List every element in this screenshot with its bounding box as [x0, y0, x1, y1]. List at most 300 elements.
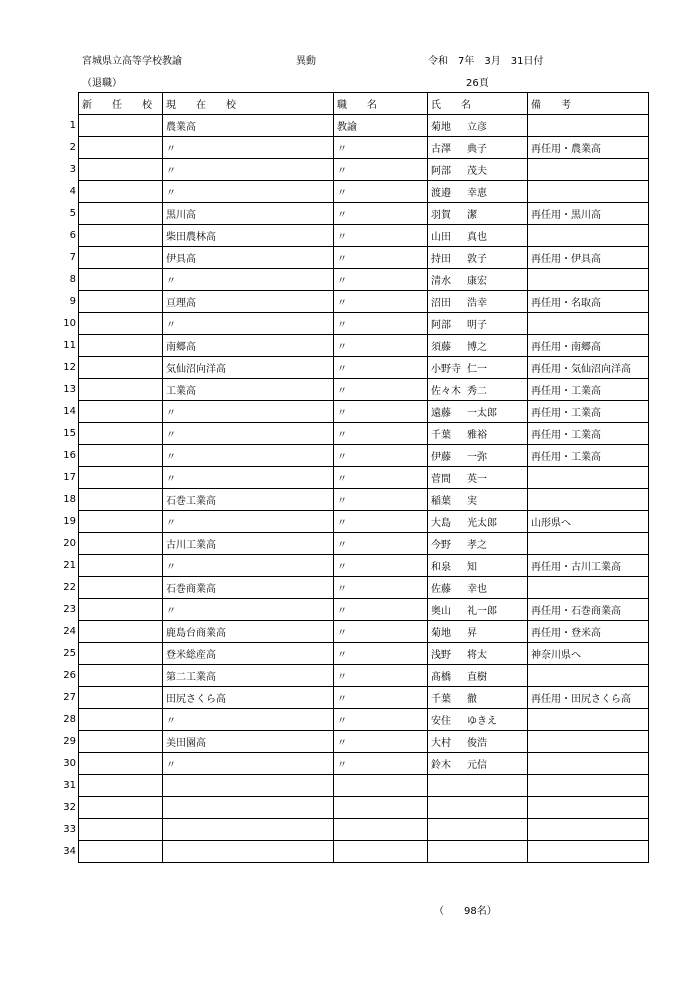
given-name: 昇: [467, 628, 477, 639]
name-cell: [428, 423, 528, 445]
new-school-cell: [79, 203, 163, 225]
table-row: [79, 489, 649, 511]
given-name: 潔: [467, 210, 477, 221]
current-school-cell: 〃: [163, 137, 334, 159]
surname: 大村: [431, 738, 451, 749]
surname: 山田: [431, 232, 451, 243]
position-cell: 〃: [334, 181, 428, 203]
notes-cell: 再任用・古川工業高: [528, 555, 649, 577]
name-cell: [428, 159, 528, 181]
notes-cell: [528, 115, 649, 137]
new-school-cell: [79, 841, 163, 863]
current-school-cell: 〃: [163, 709, 334, 731]
header-current-school: 現 在 校: [163, 93, 334, 115]
notes-cell: 再任用・工業高: [528, 401, 649, 423]
position-cell: 〃: [334, 643, 428, 665]
notes-cell: [528, 731, 649, 753]
new-school-cell: [79, 731, 163, 753]
notes-cell: 再任用・名取高: [528, 291, 649, 313]
surname: 菅間: [431, 474, 451, 485]
name-cell: [428, 115, 528, 137]
given-name: 徹: [467, 694, 477, 705]
table-row: [79, 181, 649, 203]
notes-cell: [528, 819, 649, 841]
surname: 浅野: [431, 650, 451, 661]
position-cell: 〃: [334, 247, 428, 269]
name-cell: [428, 819, 528, 841]
surname: 大島: [431, 518, 451, 529]
table-row: [79, 775, 649, 797]
name-cell: [428, 599, 528, 621]
row-number: 7: [69, 252, 76, 263]
row-number: 33: [63, 824, 76, 835]
new-school-cell: [79, 709, 163, 731]
name-cell: [428, 621, 528, 643]
given-name: 幸也: [467, 584, 487, 595]
notes-cell: [528, 159, 649, 181]
row-number: 8: [69, 274, 76, 285]
notes-cell: [528, 665, 649, 687]
given-name: 雅裕: [467, 430, 487, 441]
position-cell: [334, 775, 428, 797]
given-name: 茂夫: [467, 166, 487, 177]
new-school-cell: [79, 643, 163, 665]
given-name: 一太郎: [467, 408, 497, 419]
new-school-cell: [79, 599, 163, 621]
current-school-cell: 気仙沼向洋高: [163, 357, 334, 379]
current-school-cell: 〃: [163, 511, 334, 533]
name-cell: [428, 489, 528, 511]
row-number: 10: [63, 318, 76, 329]
surname: 須藤: [431, 342, 451, 353]
header-position: 職 名: [334, 93, 428, 115]
position-cell: 〃: [334, 291, 428, 313]
new-school-cell: [79, 555, 163, 577]
new-school-cell: [79, 665, 163, 687]
name-cell: [428, 709, 528, 731]
table-row: [79, 379, 649, 401]
row-number: 13: [63, 384, 76, 395]
notes-cell: 再任用・工業高: [528, 423, 649, 445]
new-school-cell: [79, 159, 163, 181]
current-school-cell: [163, 819, 334, 841]
position-cell: 〃: [334, 731, 428, 753]
table-row: [79, 269, 649, 291]
table-row: [79, 225, 649, 247]
row-number: 24: [63, 626, 76, 637]
given-name: 元信: [467, 760, 487, 771]
position-cell: 〃: [334, 401, 428, 423]
name-cell: [428, 467, 528, 489]
notes-cell: 再任用・登米高: [528, 621, 649, 643]
notes-cell: 再任用・石巻商業高: [528, 599, 649, 621]
notes-cell: 再任用・田尻さくら高: [528, 687, 649, 709]
current-school-cell: 〃: [163, 467, 334, 489]
row-number: 34: [63, 846, 76, 857]
row-number: 30: [63, 758, 76, 769]
row-number: 28: [63, 714, 76, 725]
current-school-cell: 〃: [163, 423, 334, 445]
position-cell: 〃: [334, 445, 428, 467]
new-school-cell: [79, 621, 163, 643]
given-name: 敦子: [467, 254, 487, 265]
position-cell: 〃: [334, 313, 428, 335]
current-school-cell: [163, 775, 334, 797]
notes-cell: [528, 709, 649, 731]
row-number: 19: [63, 516, 76, 527]
table-row: [79, 159, 649, 181]
surname: 佐々木: [431, 386, 461, 397]
header-new-school: 新 任 校: [79, 93, 163, 115]
table-row: [79, 533, 649, 555]
current-school-cell: 〃: [163, 753, 334, 775]
row-number: 1: [69, 120, 76, 131]
new-school-cell: [79, 445, 163, 467]
notes-cell: 再任用・伊具高: [528, 247, 649, 269]
table-row: [79, 357, 649, 379]
name-cell: [428, 247, 528, 269]
current-school-cell: 古川工業高: [163, 533, 334, 555]
new-school-cell: [79, 335, 163, 357]
surname: 伊藤: [431, 452, 451, 463]
page-number: 26頁: [466, 78, 489, 89]
surname: 和泉: [431, 562, 451, 573]
row-number: 18: [63, 494, 76, 505]
surname: 阿部: [431, 166, 451, 177]
surname: 菊地: [431, 628, 451, 639]
new-school-cell: [79, 313, 163, 335]
current-school-cell: 伊具高: [163, 247, 334, 269]
position-cell: 〃: [334, 423, 428, 445]
current-school-cell: 農業高: [163, 115, 334, 137]
name-cell: [428, 269, 528, 291]
given-name: 康宏: [467, 276, 487, 287]
table-row: [79, 577, 649, 599]
current-school-cell: 鹿島台商業高: [163, 621, 334, 643]
surname: 千葉: [431, 430, 451, 441]
position-cell: 〃: [334, 203, 428, 225]
new-school-cell: [79, 489, 163, 511]
table-header-row: [79, 93, 649, 115]
surname: 小野寺: [431, 364, 461, 375]
name-cell: [428, 665, 528, 687]
position-cell: 〃: [334, 687, 428, 709]
current-school-cell: 〃: [163, 159, 334, 181]
table-row: [79, 621, 649, 643]
notes-cell: 神奈川県へ: [528, 643, 649, 665]
row-number: 26: [63, 670, 76, 681]
row-number: 17: [63, 472, 76, 483]
given-name: 幸恵: [467, 188, 487, 199]
table-row: [79, 467, 649, 489]
header-name: 氏 名: [428, 93, 528, 115]
table-row: [79, 115, 649, 137]
new-school-cell: [79, 247, 163, 269]
new-school-cell: [79, 379, 163, 401]
row-number: 5: [69, 208, 76, 219]
name-cell: [428, 643, 528, 665]
new-school-cell: [79, 401, 163, 423]
name-cell: [428, 291, 528, 313]
current-school-cell: 〃: [163, 313, 334, 335]
current-school-cell: 〃: [163, 599, 334, 621]
name-cell: [428, 203, 528, 225]
current-school-cell: [163, 841, 334, 863]
position-cell: 教諭: [334, 115, 428, 137]
position-cell: 〃: [334, 137, 428, 159]
new-school-cell: [79, 225, 163, 247]
row-number: 22: [63, 582, 76, 593]
given-name: 一弥: [467, 452, 487, 463]
table-row: [79, 401, 649, 423]
name-cell: [428, 533, 528, 555]
table-row: [79, 203, 649, 225]
position-cell: 〃: [334, 225, 428, 247]
row-number: 9: [69, 296, 76, 307]
row-number: 31: [63, 780, 76, 791]
table-row: [79, 665, 649, 687]
header-notes: 備 考: [528, 93, 649, 115]
surname: 今野: [431, 540, 451, 551]
row-number: 6: [69, 230, 76, 241]
name-cell: [428, 335, 528, 357]
table-row: [79, 731, 649, 753]
current-school-cell: [163, 797, 334, 819]
current-school-cell: 〃: [163, 401, 334, 423]
name-cell: [428, 577, 528, 599]
given-name: 将太: [467, 650, 487, 661]
notes-cell: [528, 841, 649, 863]
current-school-cell: 第二工業高: [163, 665, 334, 687]
notes-cell: [528, 753, 649, 775]
surname: 阿部: [431, 320, 451, 331]
row-number: 27: [63, 692, 76, 703]
notes-cell: [528, 467, 649, 489]
new-school-cell: [79, 137, 163, 159]
name-cell: [428, 753, 528, 775]
new-school-cell: [79, 687, 163, 709]
notes-cell: 再任用・農業高: [528, 137, 649, 159]
name-cell: [428, 401, 528, 423]
position-cell: 〃: [334, 379, 428, 401]
table-row: [79, 555, 649, 577]
position-cell: [334, 797, 428, 819]
new-school-cell: [79, 467, 163, 489]
row-number: 11: [63, 340, 76, 351]
row-number: 16: [63, 450, 76, 461]
given-name: 秀二: [467, 386, 487, 397]
row-number: 29: [63, 736, 76, 747]
table-row: [79, 247, 649, 269]
notes-cell: [528, 181, 649, 203]
name-cell: [428, 775, 528, 797]
given-name: 明子: [467, 320, 487, 331]
given-name: 孝之: [467, 540, 487, 551]
name-cell: [428, 687, 528, 709]
surname: 羽賀: [431, 210, 451, 221]
table-row: [79, 753, 649, 775]
current-school-cell: 石巻商業高: [163, 577, 334, 599]
table-row: [79, 291, 649, 313]
surname: 沼田: [431, 298, 451, 309]
name-cell: [428, 797, 528, 819]
given-name: 光太郎: [467, 518, 497, 529]
given-name: 浩幸: [467, 298, 487, 309]
name-cell: [428, 379, 528, 401]
given-name: 典子: [467, 144, 487, 155]
new-school-cell: [79, 753, 163, 775]
table-row: [79, 137, 649, 159]
notes-cell: [528, 533, 649, 555]
current-school-cell: 〃: [163, 181, 334, 203]
given-name: 英一: [467, 474, 487, 485]
table-row: [79, 687, 649, 709]
current-school-cell: 黒川高: [163, 203, 334, 225]
table-row: [79, 423, 649, 445]
row-number: 12: [63, 362, 76, 373]
position-cell: 〃: [334, 665, 428, 687]
current-school-cell: 美田園高: [163, 731, 334, 753]
position-cell: 〃: [334, 335, 428, 357]
surname: 奥山: [431, 606, 451, 617]
name-cell: [428, 511, 528, 533]
surname: 髙橋: [431, 672, 451, 683]
notes-cell: [528, 797, 649, 819]
notes-cell: [528, 775, 649, 797]
table-row: [79, 819, 649, 841]
row-number: 3: [69, 164, 76, 175]
name-cell: [428, 731, 528, 753]
given-name: ゆきえ: [467, 716, 497, 727]
position-cell: 〃: [334, 357, 428, 379]
position-cell: 〃: [334, 269, 428, 291]
table-row: [79, 841, 649, 863]
current-school-cell: 登米総産高: [163, 643, 334, 665]
row-number: 23: [63, 604, 76, 615]
new-school-cell: [79, 533, 163, 555]
surname: 遠藤: [431, 408, 451, 419]
given-name: 直樹: [467, 672, 487, 683]
surname: 稲葉: [431, 496, 451, 507]
row-number: 32: [63, 802, 76, 813]
name-cell: [428, 225, 528, 247]
total-count: （ 98名）: [434, 906, 497, 917]
position-cell: 〃: [334, 709, 428, 731]
current-school-cell: 南郷高: [163, 335, 334, 357]
row-number: 15: [63, 428, 76, 439]
document-type: 異動: [296, 56, 316, 67]
current-school-cell: 石巻工業高: [163, 489, 334, 511]
given-name: 実: [467, 496, 477, 507]
surname: 菊地: [431, 122, 451, 133]
current-school-cell: 田尻さくら高: [163, 687, 334, 709]
position-cell: 〃: [334, 489, 428, 511]
name-cell: [428, 181, 528, 203]
position-cell: 〃: [334, 159, 428, 181]
row-number: 21: [63, 560, 76, 571]
position-cell: 〃: [334, 533, 428, 555]
notes-cell: 再任用・気仙沼向洋高: [528, 357, 649, 379]
name-cell: [428, 841, 528, 863]
position-cell: 〃: [334, 467, 428, 489]
notes-cell: [528, 269, 649, 291]
current-school-cell: 〃: [163, 445, 334, 467]
notes-cell: [528, 313, 649, 335]
current-school-cell: 柴田農林高: [163, 225, 334, 247]
new-school-cell: [79, 775, 163, 797]
table-row: [79, 797, 649, 819]
document-date: 令和 7年 3月 31日付: [428, 56, 544, 67]
surname: 古澤: [431, 144, 451, 155]
surname: 安住: [431, 716, 451, 727]
new-school-cell: [79, 115, 163, 137]
new-school-cell: [79, 269, 163, 291]
row-number: 14: [63, 406, 76, 417]
surname: 千葉: [431, 694, 451, 705]
notes-cell: [528, 577, 649, 599]
surname: 佐藤: [431, 584, 451, 595]
current-school-cell: 〃: [163, 269, 334, 291]
current-school-cell: 工業高: [163, 379, 334, 401]
notes-cell: 山形県へ: [528, 511, 649, 533]
position-cell: 〃: [334, 599, 428, 621]
new-school-cell: [79, 797, 163, 819]
given-name: 礼一郎: [467, 606, 497, 617]
name-cell: [428, 357, 528, 379]
name-cell: [428, 313, 528, 335]
table-row: [79, 335, 649, 357]
table-row: [79, 445, 649, 467]
given-name: 俊浩: [467, 738, 487, 749]
position-cell: 〃: [334, 511, 428, 533]
new-school-cell: [79, 181, 163, 203]
given-name: 仁一: [467, 364, 487, 375]
current-school-cell: 〃: [163, 555, 334, 577]
notes-cell: [528, 489, 649, 511]
row-number: 2: [69, 142, 76, 153]
personnel-table: [78, 92, 649, 863]
surname: 持田: [431, 254, 451, 265]
new-school-cell: [79, 357, 163, 379]
new-school-cell: [79, 819, 163, 841]
position-cell: 〃: [334, 621, 428, 643]
table-row: [79, 511, 649, 533]
notes-cell: [528, 225, 649, 247]
new-school-cell: [79, 577, 163, 599]
document-organization: 宮城県立高等学校教諭: [82, 56, 182, 67]
name-cell: [428, 137, 528, 159]
surname: 清水: [431, 276, 451, 287]
current-school-cell: 亘理高: [163, 291, 334, 313]
position-cell: 〃: [334, 555, 428, 577]
notes-cell: 再任用・南郷高: [528, 335, 649, 357]
given-name: 立彦: [467, 122, 487, 133]
given-name: 博之: [467, 342, 487, 353]
position-cell: [334, 841, 428, 863]
new-school-cell: [79, 291, 163, 313]
table-row: [79, 709, 649, 731]
new-school-cell: [79, 511, 163, 533]
row-number: 20: [63, 538, 76, 549]
row-number: 25: [63, 648, 76, 659]
document-subtitle: （退職）: [82, 78, 122, 89]
notes-cell: 再任用・工業高: [528, 379, 649, 401]
surname: 鈴木: [431, 760, 451, 771]
position-cell: 〃: [334, 753, 428, 775]
surname: 渡邉: [431, 188, 451, 199]
new-school-cell: [79, 423, 163, 445]
notes-cell: 再任用・工業高: [528, 445, 649, 467]
